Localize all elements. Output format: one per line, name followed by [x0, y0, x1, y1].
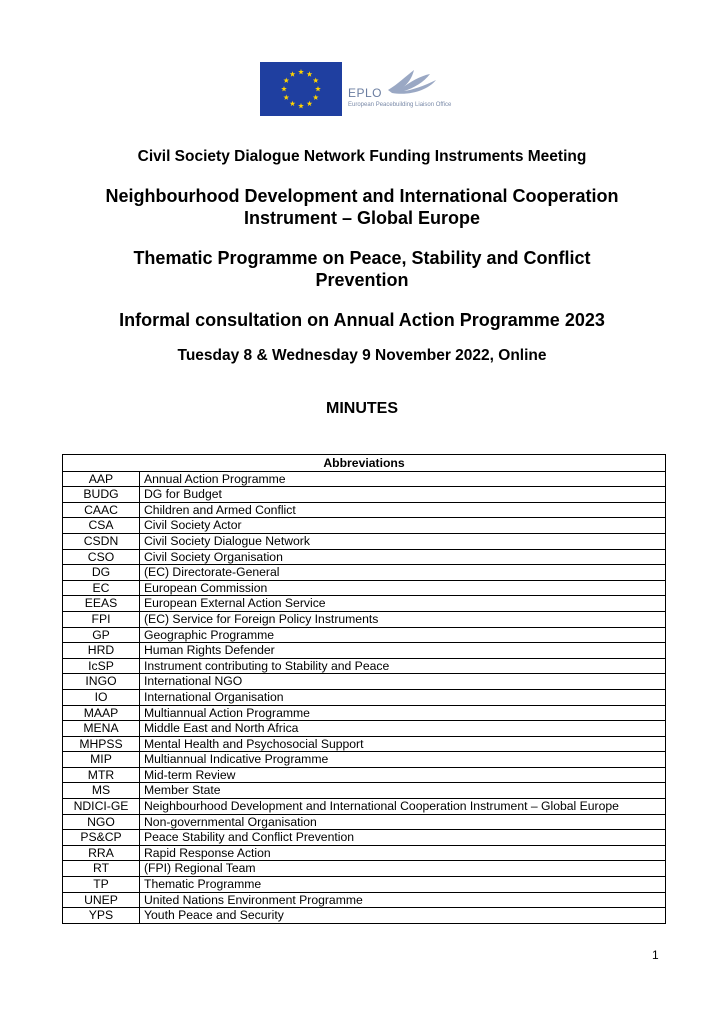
abbreviation-meaning: Multiannual Indicative Programme: [140, 752, 666, 768]
abbreviation-code: MAAP: [63, 705, 140, 721]
eu-star-icon: [283, 95, 289, 100]
table-row: [63, 721, 666, 737]
meeting-date: Tuesday 8 & Wednesday 9 November 2022, Online: [177, 347, 547, 364]
abbreviation-code: IO: [63, 689, 140, 705]
abbreviation-code: UNEP: [63, 892, 140, 908]
table-row: [63, 502, 666, 518]
abbreviation-meaning: (EC) Directorate-General: [140, 565, 666, 581]
abbreviation-meaning: Member State: [140, 783, 666, 799]
abbreviation-code: CSDN: [63, 533, 140, 549]
abbreviation-code: BUDG: [63, 487, 140, 503]
dove-icon: [384, 66, 440, 96]
abbreviation-meaning: Youth Peace and Security: [140, 908, 666, 924]
abbreviation-code: CAAC: [63, 502, 140, 518]
instrument-title-text: Neighbourhood Development and International Cooperation Instrument – Global Europe: [105, 186, 619, 228]
abbreviation-code: TP: [63, 877, 140, 893]
table-row: [63, 877, 666, 893]
table-row: [63, 705, 666, 721]
abbreviation-code: RRA: [63, 845, 140, 861]
abbreviation-meaning: Civil Society Organisation: [140, 549, 666, 565]
abbreviation-meaning: (FPI) Regional Team: [140, 861, 666, 877]
eplo-full-name: European Peacebuilding Liaison Office: [348, 102, 452, 108]
table-row: [63, 518, 666, 534]
abbreviation-meaning: European Commission: [140, 580, 666, 596]
table-row: [63, 783, 666, 799]
abbreviation-meaning: Neighbourhood Development and International Cooperation Instrument – Global Europe: [140, 799, 666, 815]
abbreviation-code: IcSP: [63, 658, 140, 674]
minutes-heading: MINUTES: [326, 400, 398, 417]
eu-star-icon: [281, 86, 287, 91]
eu-star-icon: [313, 78, 319, 83]
table-row: [63, 565, 666, 581]
table-row: [63, 830, 666, 846]
eu-star-icon: [283, 78, 289, 83]
abbreviation-code: MS: [63, 783, 140, 799]
abbreviations-body: [63, 471, 666, 923]
abbreviation-meaning: Civil Society Actor: [140, 518, 666, 534]
abbreviation-code: YPS: [63, 908, 140, 924]
eplo-name: EPLO: [348, 86, 383, 100]
instrument-title: [0, 185, 724, 229]
abbreviation-meaning: Instrument contributing to Stability and Peace: [140, 658, 666, 674]
abbreviation-code: MHPSS: [63, 736, 140, 752]
eu-star-icon: [298, 103, 304, 108]
abbreviation-meaning: (EC) Service for Foreign Policy Instruments: [140, 611, 666, 627]
abbreviation-meaning: Human Rights Defender: [140, 643, 666, 659]
abbreviation-meaning: International Organisation: [140, 689, 666, 705]
eu-star-icon: [290, 71, 296, 76]
abbreviation-code: INGO: [63, 674, 140, 690]
eu-star-icon: [315, 86, 321, 91]
eu-star-icon: [307, 71, 313, 76]
table-row: [63, 627, 666, 643]
abbreviation-code: PS&CP: [63, 830, 140, 846]
table-row: [63, 861, 666, 877]
eu-star-icon: [313, 95, 319, 100]
eu-stars-icon: [260, 62, 342, 116]
abbreviation-code: NGO: [63, 814, 140, 830]
table-row: [63, 658, 666, 674]
header-logos: [260, 62, 465, 116]
table-row: [63, 908, 666, 924]
abbreviation-meaning: International NGO: [140, 674, 666, 690]
abbreviations-header: Abbreviations: [63, 455, 666, 472]
abbreviation-meaning: Civil Society Dialogue Network: [140, 533, 666, 549]
table-row: [63, 596, 666, 612]
abbreviation-meaning: Thematic Programme: [140, 877, 666, 893]
page-number: 1: [652, 948, 659, 962]
abbreviation-code: DG: [63, 565, 140, 581]
abbreviation-code: MENA: [63, 721, 140, 737]
eplo-logo: [346, 66, 466, 114]
abbreviation-meaning: Non-governmental Organisation: [140, 814, 666, 830]
table-row: [63, 471, 666, 487]
table-row: [63, 580, 666, 596]
abbreviations-table: [62, 454, 666, 924]
table-row: [63, 814, 666, 830]
abbreviation-code: EEAS: [63, 596, 140, 612]
abbreviation-code: FPI: [63, 611, 140, 627]
abbreviation-meaning: Rapid Response Action: [140, 845, 666, 861]
table-row: [63, 549, 666, 565]
abbreviation-code: AAP: [63, 471, 140, 487]
programme-title-text: Thematic Programme on Peace, Stability and Conflict Prevention: [133, 248, 591, 290]
abbreviation-meaning: Peace Stability and Conflict Prevention: [140, 830, 666, 846]
table-row: [63, 736, 666, 752]
programme-title: [0, 247, 724, 291]
table-row: [63, 892, 666, 908]
table-row: [63, 487, 666, 503]
abbreviation-code: MIP: [63, 752, 140, 768]
abbreviation-meaning: European External Action Service: [140, 596, 666, 612]
eu-star-icon: [307, 101, 313, 106]
abbreviation-meaning: Children and Armed Conflict: [140, 502, 666, 518]
abbreviation-code: CSA: [63, 518, 140, 534]
table-row: [63, 752, 666, 768]
table-row: [63, 799, 666, 815]
abbreviation-code: NDICI-GE: [63, 799, 140, 815]
consultation-title: Informal consultation on Annual Action Programme 2023: [119, 310, 605, 330]
abbreviation-meaning: United Nations Environment Programme: [140, 892, 666, 908]
abbreviation-meaning: Mental Health and Psychosocial Support: [140, 736, 666, 752]
table-row: [63, 845, 666, 861]
eu-flag-logo: [260, 62, 342, 116]
table-row: [63, 533, 666, 549]
abbreviations-header-row: [63, 455, 666, 472]
table-row: [63, 643, 666, 659]
abbreviation-code: RT: [63, 861, 140, 877]
abbreviation-meaning: Mid-term Review: [140, 767, 666, 783]
abbreviation-meaning: Geographic Programme: [140, 627, 666, 643]
abbreviation-code: HRD: [63, 643, 140, 659]
table-row: [63, 611, 666, 627]
abbreviation-meaning: DG for Budget: [140, 487, 666, 503]
abbreviation-meaning: Annual Action Programme: [140, 471, 666, 487]
table-row: [63, 689, 666, 705]
table-row: [63, 674, 666, 690]
table-row: [63, 767, 666, 783]
eu-star-icon: [290, 101, 296, 106]
abbreviation-meaning: Middle East and North Africa: [140, 721, 666, 737]
abbreviation-code: CSO: [63, 549, 140, 565]
eu-star-icon: [298, 69, 304, 74]
abbreviation-code: MTR: [63, 767, 140, 783]
meeting-title: Civil Society Dialogue Network Funding Instruments Meeting: [137, 148, 587, 165]
abbreviation-code: EC: [63, 580, 140, 596]
abbreviation-meaning: Multiannual Action Programme: [140, 705, 666, 721]
abbreviation-code: GP: [63, 627, 140, 643]
